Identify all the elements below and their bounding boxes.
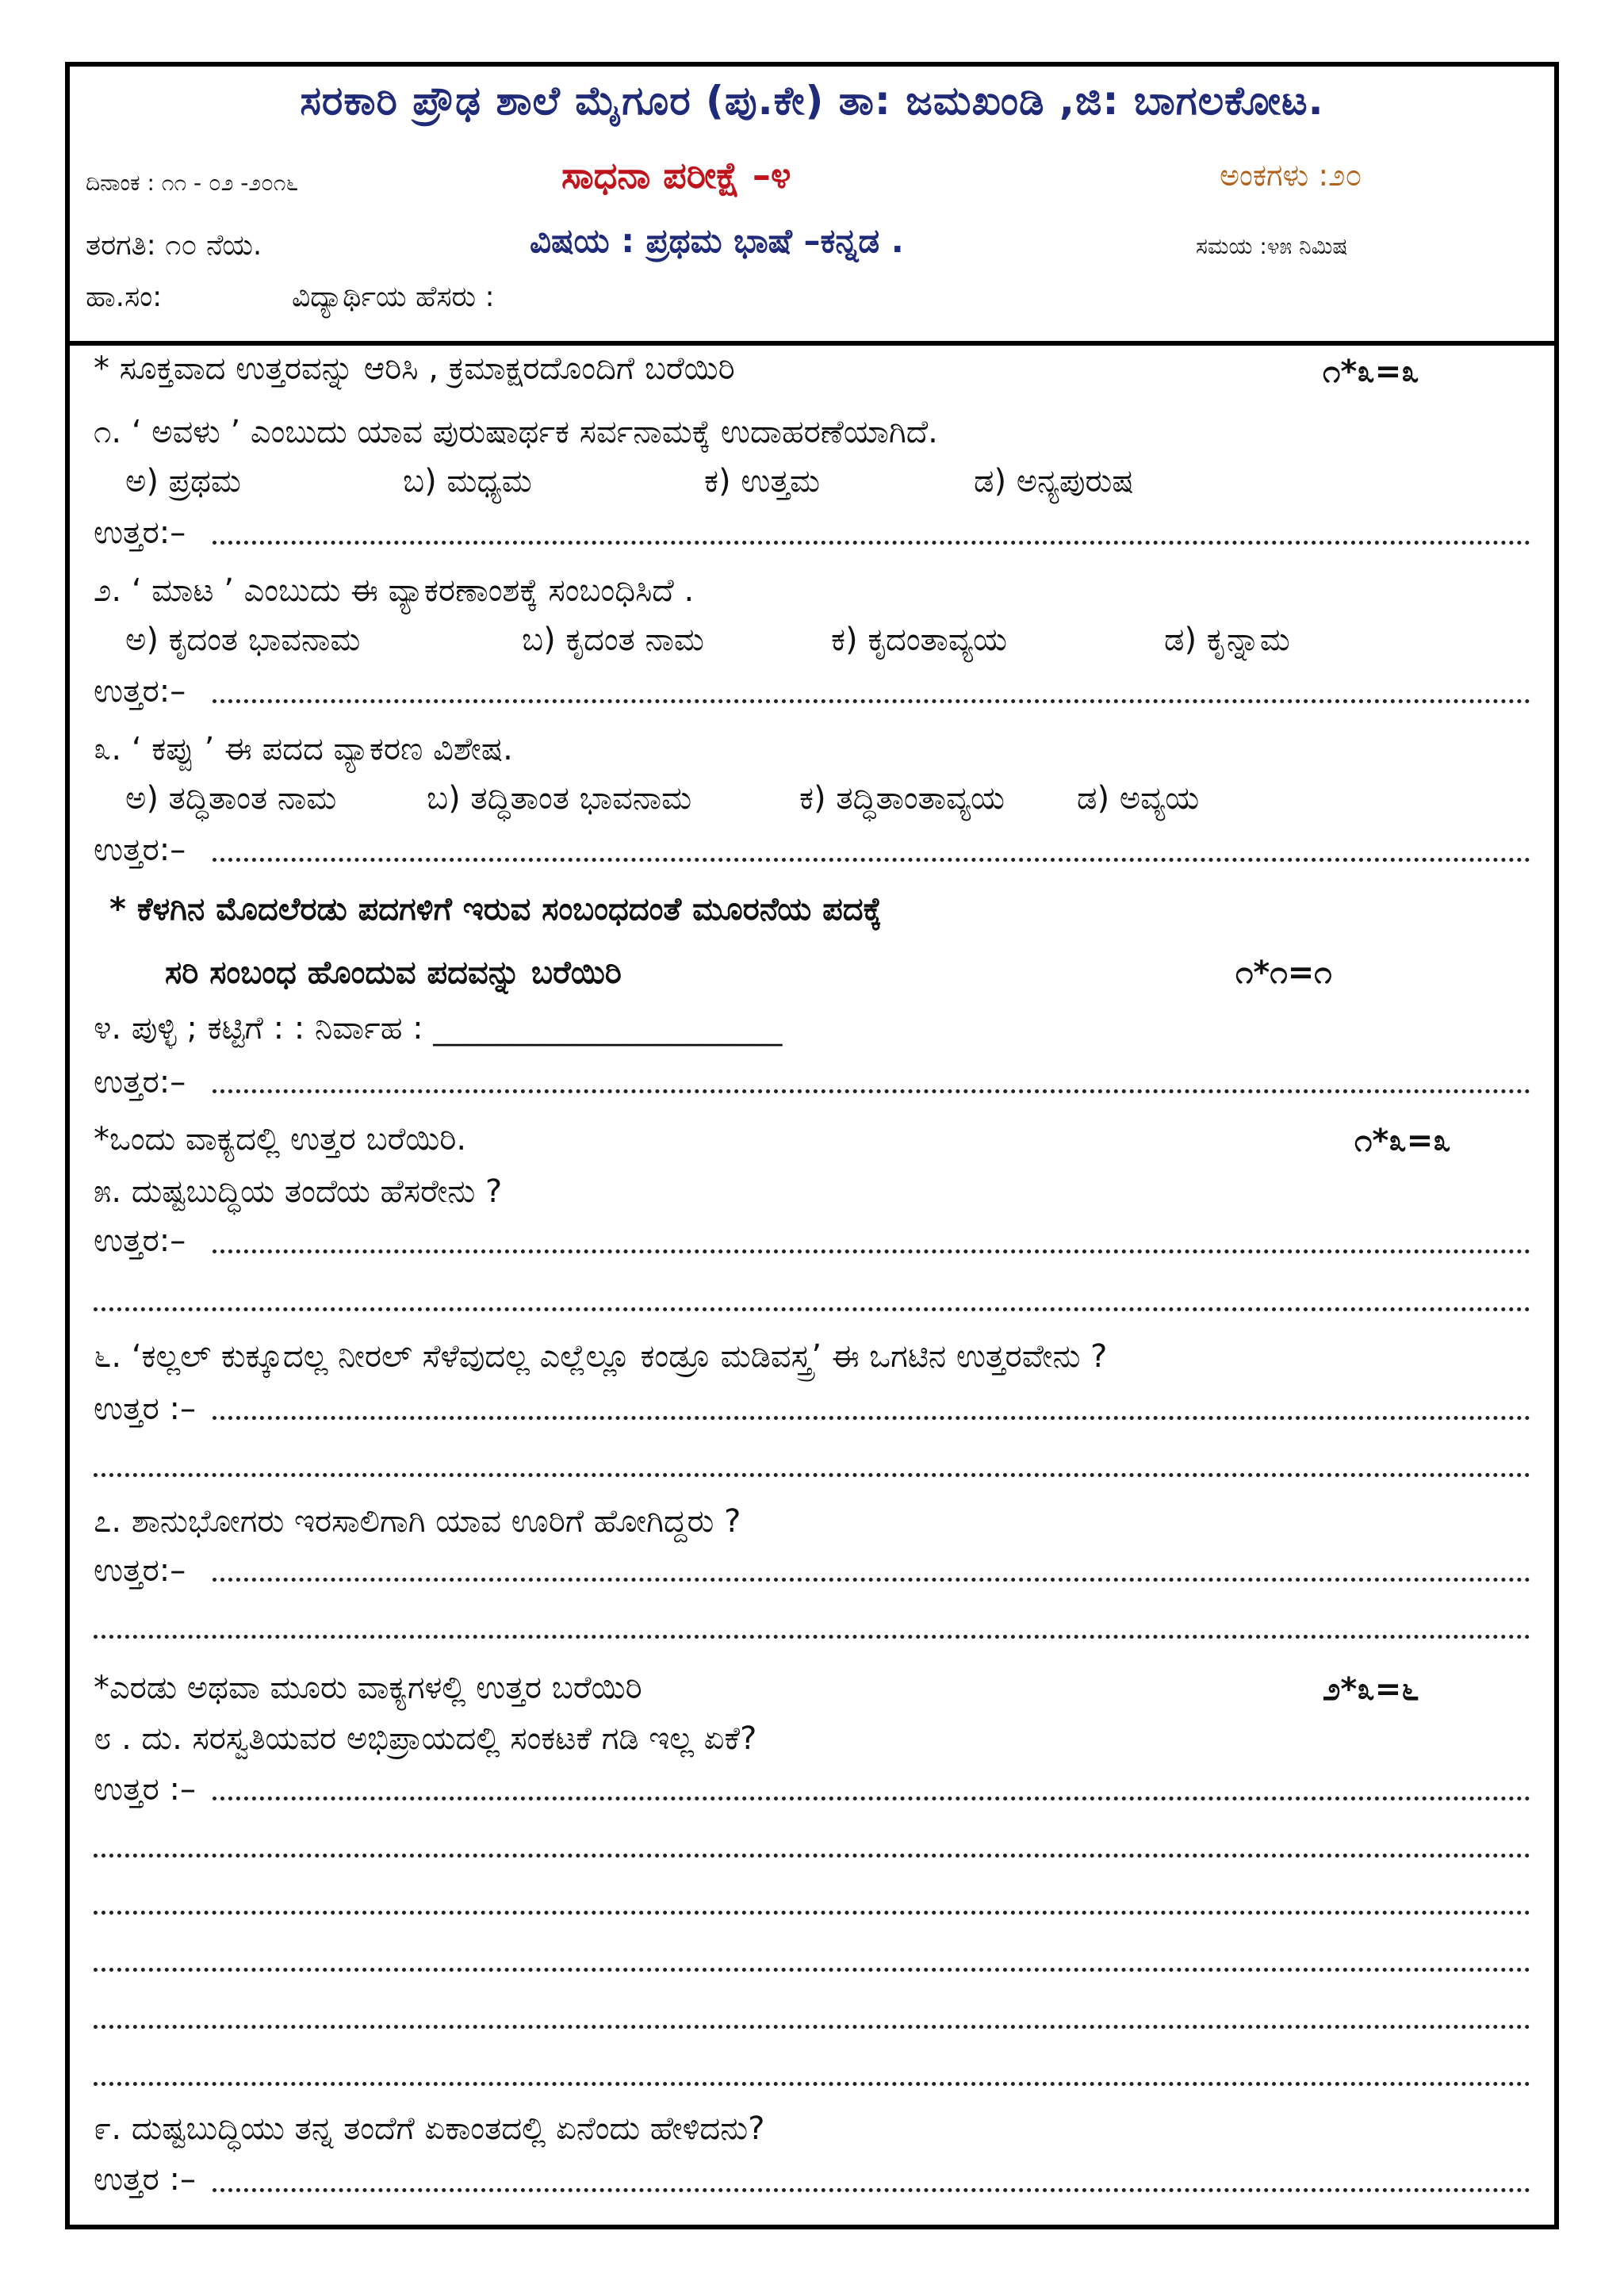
exam-title: ಸಾಧನಾ ಪರೀಕ್ಷೆ –೪ [561, 154, 791, 197]
q5-answer-line-2[interactable] [94, 1307, 1530, 1311]
q1-answer-label: ಉತ್ತರ:– [94, 515, 186, 551]
q1-option-d[interactable]: ಡ) ಅನ್ಯಪುರುಷ [974, 463, 1134, 499]
subject-label: ವಿಷಯ : ಪ್ರಥಮ ಭಾಷೆ –ಕನ್ನಡ . [530, 221, 904, 260]
exam-date: ದಿನಾಂಕ : ೧೧ - ೦೨ -೨೦೧೬ [86, 170, 299, 196]
q8-answer-line-5[interactable] [94, 2025, 1530, 2029]
section1-instruction: * ಸೂಕ್ತವಾದ ಉತ್ತರವನ್ನು ಆರಿಸಿ , ಕ್ರಮಾಕ್ಷರದೊಂದಿಗೆ ಬರೆಯಿರಿ [94, 350, 735, 387]
q3-option-a[interactable]: ಅ) ತದ್ಧಿತಾಂತ ನಾಮ [125, 780, 337, 817]
q7-answer-line[interactable] [213, 1578, 1530, 1582]
question-paper [65, 62, 1559, 2229]
question-9: ೯. ದುಷ್ಟಬುದ್ಧಿಯು ತನ್ನ ತಂದೆಗೆ ಏಕಾಂತದಲ್ಲಿ ಏನೆಂದು ಹೇಳಿದನು? [94, 2110, 765, 2147]
paper-header [70, 67, 1554, 346]
q4-answer-label: ಉತ್ತರ:– [94, 1064, 186, 1100]
q1-answer-line[interactable] [213, 541, 1530, 545]
q1-option-b[interactable]: ಬ) ಮಧ್ಯಮ [403, 463, 532, 499]
section4-instruction: *ಎರಡು ಅಥವಾ ಮೂರು ವಾಕ್ಯಗಳಲ್ಲಿ ಉತ್ತರ ಬರೆಯಿರಿ [94, 1670, 642, 1706]
q9-answer-line[interactable] [213, 2188, 1530, 2192]
q1-option-a[interactable]: ಅ) ಪ್ರಥಮ [125, 463, 241, 499]
q3-answer-label: ಉತ್ತರ:– [94, 832, 186, 868]
q6-answer-line-2[interactable] [94, 1473, 1530, 1477]
class-label: ತರಗತಿ: ೧೦ ನೆಯ. [86, 229, 262, 262]
roll-number-label: ಹಾ.ಸಂ: [86, 281, 163, 313]
q8-answer-line-4[interactable] [94, 1968, 1530, 1972]
q7-answer-label: ಉತ್ತರ:– [94, 1552, 186, 1589]
q8-answer-line-2[interactable] [94, 1854, 1530, 1858]
school-name: ಸರಕಾರಿ ಪ್ರೌಢ ಶಾಲೆ ಮೈಗೂರ (ಪು.ಕೇ) ತಾ: ಜಮಖಂಡಿ ,ಜಿ: ಬಾಗಲಕೋಟ. [300, 78, 1324, 124]
q9-answer-label: ಉತ್ತರ :– [94, 2161, 196, 2198]
q2-option-a[interactable]: ಅ) ಕೃದಂತ ಭಾವನಾಮ [125, 622, 361, 658]
q5-answer-label: ಉತ್ತರ:– [94, 1223, 186, 1259]
q3-option-d[interactable]: ಡ) ಅವ್ಯಯ [1077, 780, 1200, 817]
q8-answer-line-6[interactable] [94, 2082, 1530, 2086]
q2-option-d[interactable]: ಡ) ಕೃನ್ನಾಮ [1164, 622, 1290, 658]
total-marks: ಅಂಕಗಳು :೨೦ [1220, 158, 1362, 193]
q3-option-c[interactable]: ಕ) ತದ್ಧಿತಾಂತಾವ್ಯಯ [799, 780, 1005, 817]
question-3: ೩. ‘ ಕಪ್ಪು ’ ಈ ಪದದ ವ್ಯಾಕರಣ ವಿಶೇಷ. [94, 731, 513, 767]
q3-option-b[interactable]: ಬ) ತದ್ಧಿತಾಂತ ಭಾವನಾಮ [427, 780, 692, 817]
question-6: ೬. ‘ಕಲ್ಲಲ್ ಕುಕ್ಕೂದಲ್ಲ ನೀರಲ್ ಸೆಳೆವುದಲ್ಲ ಎಲ್ಲೆಲ್ಲೂ ಕಂಡ್ರೂ ಮಡಿವಸ್ತ್ರ’ ಈ ಒಗಟಿನ ಉತ್ತರವೇನು ? [94, 1338, 1108, 1375]
q2-answer-line[interactable] [213, 699, 1530, 703]
question-4: ೪. ಪುಳ್ಳಿ ; ಕಟ್ಟಿಗೆ : : ನಿರ್ವಾಹ : ______________________ [94, 1010, 783, 1047]
q5-answer-line[interactable] [213, 1249, 1530, 1253]
q2-option-b[interactable]: ಬ) ಕೃದಂತ ನಾಮ [522, 622, 704, 658]
q8-answer-line[interactable] [213, 1797, 1530, 1800]
q2-option-c[interactable]: ಕ) ಕೃದಂತಾವ್ಯಯ [831, 622, 1007, 658]
time-label: ಸಮಯ :೪೫ ನಿಮಿಷ [1196, 233, 1348, 259]
section3-score: ೧*೩=೩ [1354, 1123, 1451, 1159]
q8-answer-label: ಉತ್ತರ :– [94, 1771, 196, 1808]
section2-instruction-line2: ಸರಿ ಸಂಬಂಧ ಹೊಂದುವ ಪದವನ್ನು ಬರೆಯಿರಿ [165, 955, 622, 991]
section2-instruction-line1: * ಕೆಳಗಿನ ಮೊದಲೆರಡು ಪದಗಳಿಗೆ ಇರುವ ಸಂಬಂಧದಂತೆ ಮೂರನೆಯ ಪದಕ್ಕೆ [109, 891, 883, 928]
section1-score: ೧*೩=೩ [1323, 354, 1419, 390]
question-7: ೭. ಶಾನುಭೋಗರು ಇರಸಾಲಿಗಾಗಿ ಯಾವ ಊರಿಗೆ ಹೋಗಿದ್ದರು ? [94, 1503, 741, 1540]
section3-instruction: *ಒಂದು ವಾಕ್ಯದಲ್ಲಿ ಉತ್ತರ ಬರೆಯಿರಿ. [94, 1121, 467, 1158]
student-name-label: ವಿದ್ಯಾರ್ಥಿಯ ಹೆಸರು : [292, 281, 495, 313]
question-5: ೫. ದುಷ್ಟಬುದ್ಧಿಯ ತಂದೆಯ ಹೆಸರೇನು ? [94, 1173, 503, 1210]
q7-answer-line-2[interactable] [94, 1635, 1530, 1639]
question-2: ೨. ‘ ಮಾಟ ’ ಎಂಬುದು ಈ ವ್ಯಾಕರಣಾಂಶಕ್ಕೆ ಸಂಬಂಧಿಸಿದೆ . [94, 572, 695, 609]
q6-answer-label: ಉತ್ತರ :– [94, 1391, 196, 1427]
q6-answer-line[interactable] [213, 1416, 1530, 1420]
section2-score: ೧*೧=೧ [1235, 955, 1332, 991]
q1-option-c[interactable]: ಕ) ಉತ್ತಮ [704, 463, 821, 499]
q8-answer-line-3[interactable] [94, 1911, 1530, 1915]
q2-answer-label: ಉತ್ತರ:– [94, 673, 186, 710]
section4-score: ೨*೩=೬ [1323, 1671, 1419, 1708]
q3-answer-line[interactable] [213, 858, 1530, 862]
q4-answer-line[interactable] [213, 1089, 1530, 1093]
question-8: ೮ . ದು. ಸರಸ್ವತಿಯವರ ಅಭಿಪ್ರಾಯದಲ್ಲಿ ಸಂಕಟಕೆ ಗಡಿ ಇಲ್ಲ ಏಕೆ? [94, 1720, 757, 1757]
question-1: ೧. ‘ ಅವಳು ’ ಎಂಬುದು ಯಾವ ಪುರುಷಾರ್ಥಕ ಸರ್ವನಾಮಕ್ಕೆ ಉದಾಹರಣೆಯಾಗಿದೆ. [94, 414, 938, 450]
